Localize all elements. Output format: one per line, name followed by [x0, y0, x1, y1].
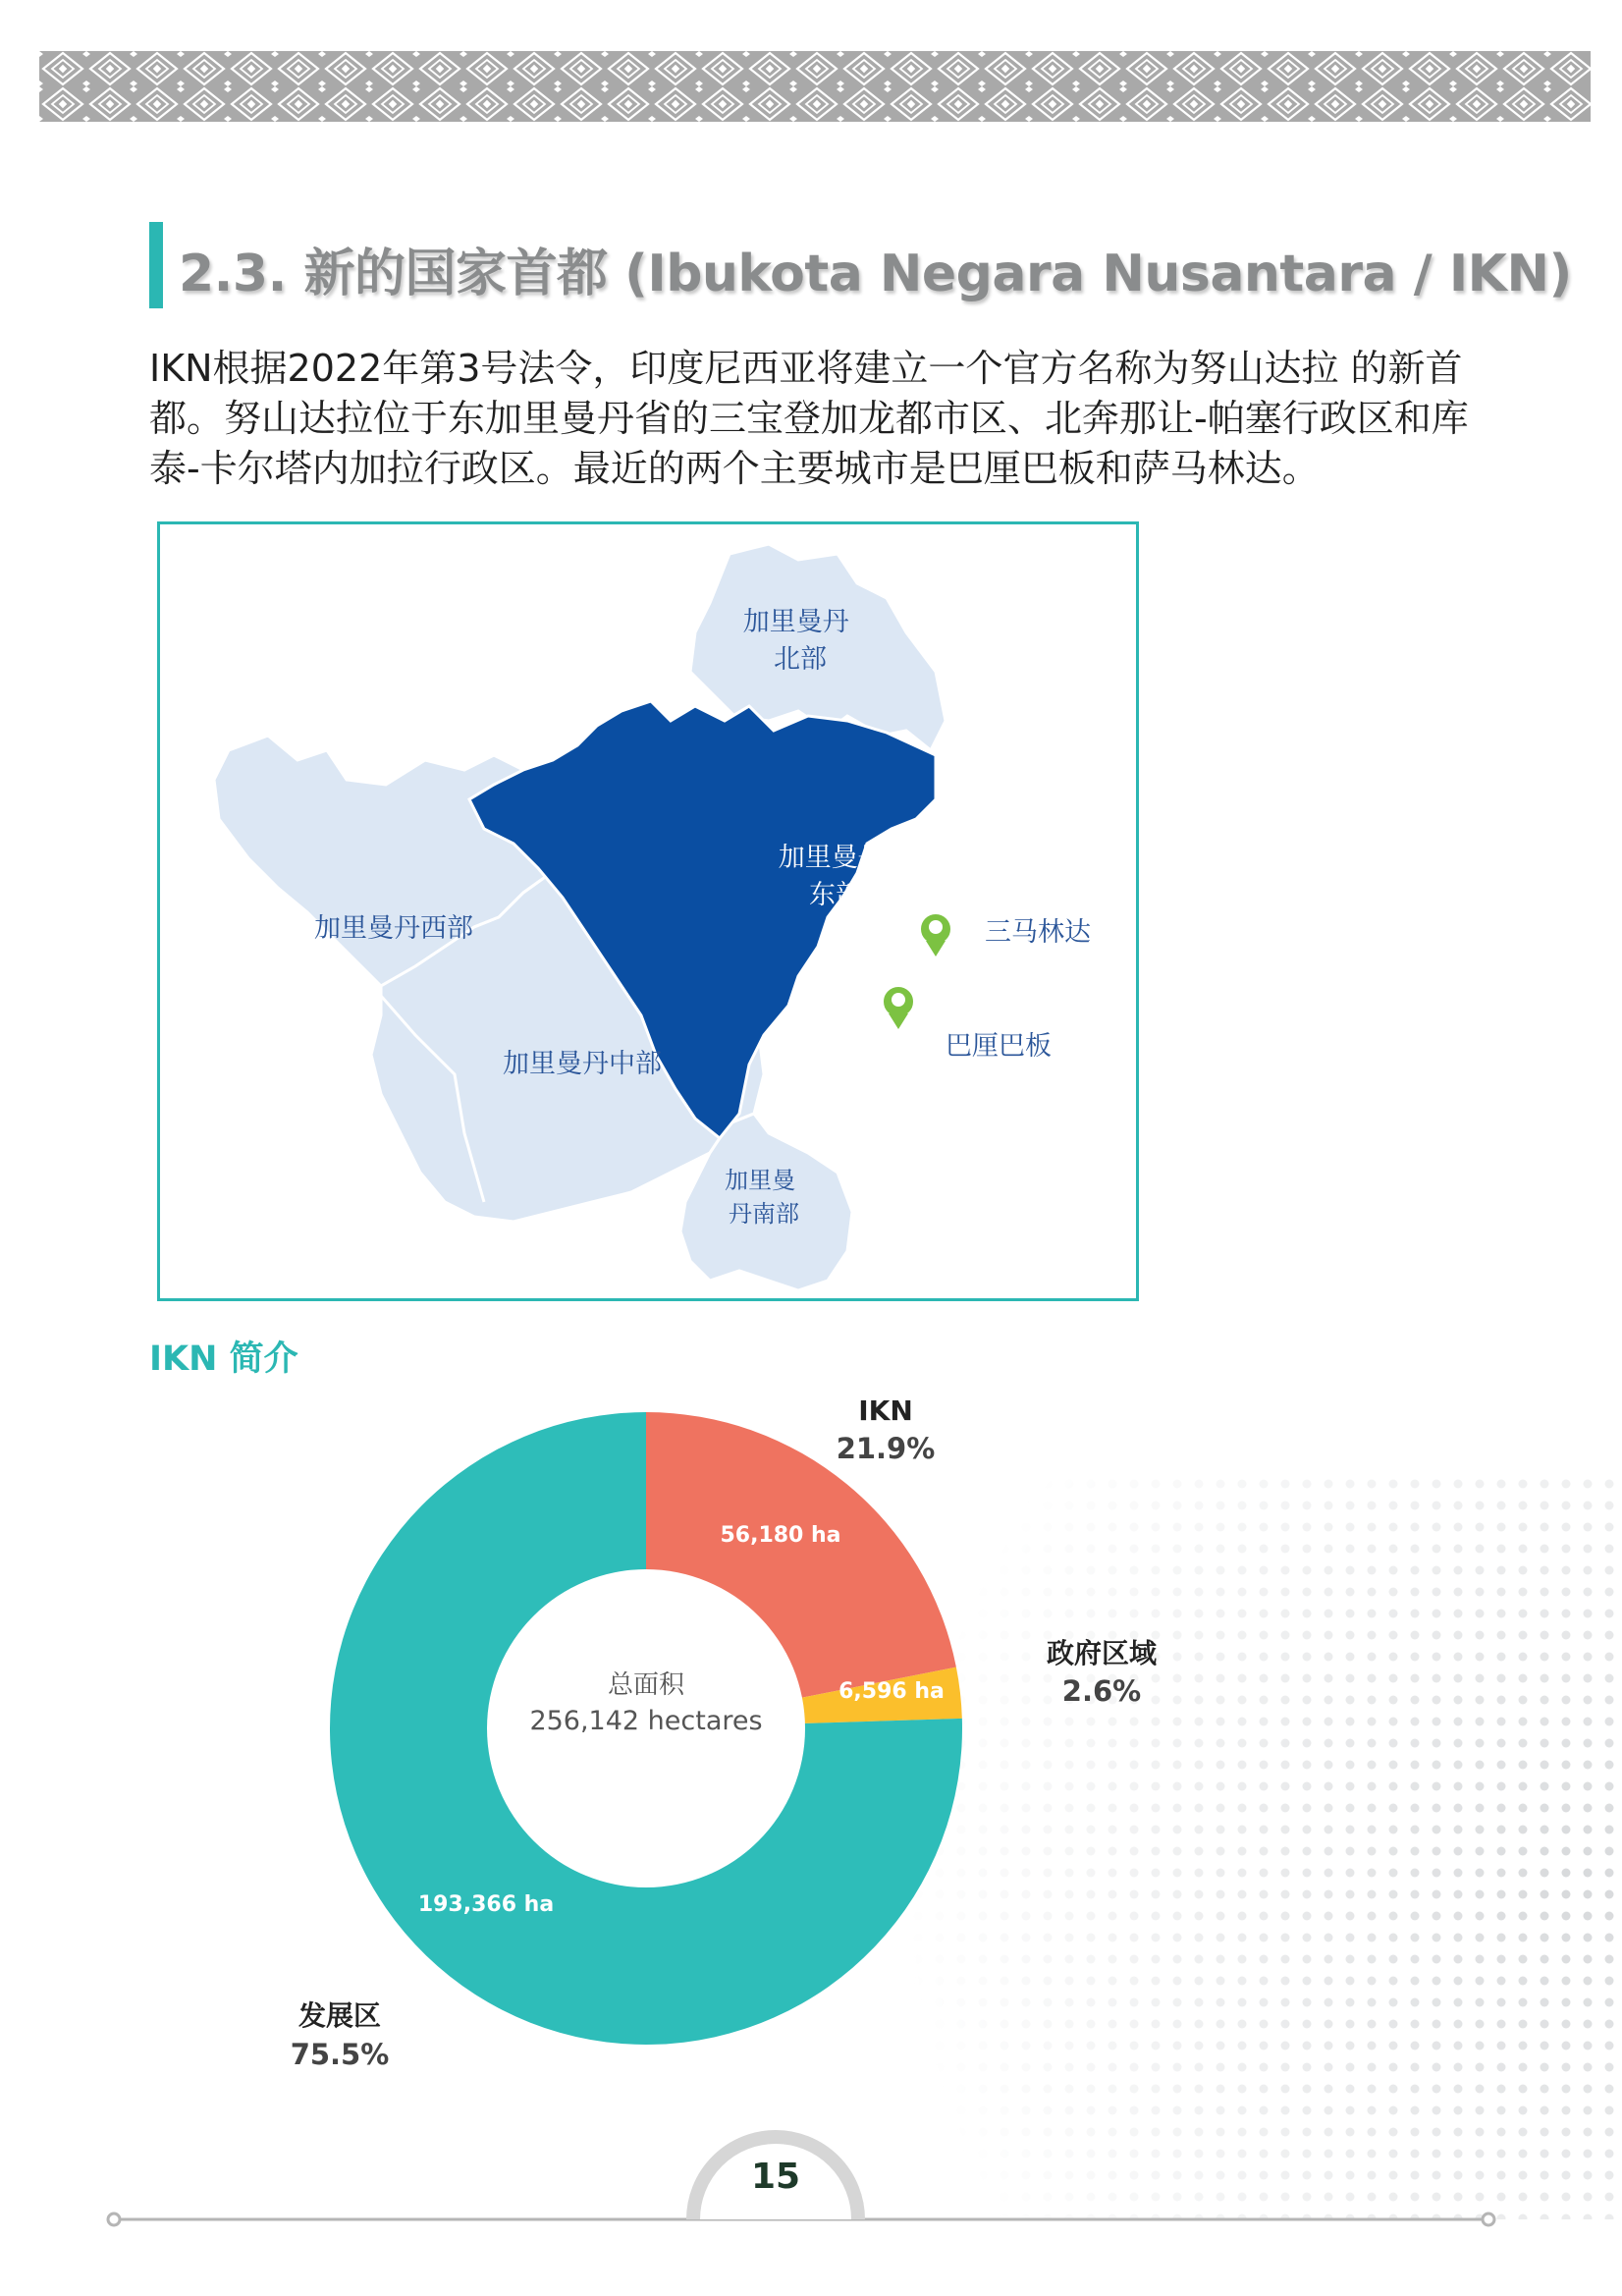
map-label-north-line1: 加里曼丹 — [742, 607, 849, 637]
map-label-south-line2: 丹南部 — [729, 1200, 799, 1228]
section-title: 2.3. 新的国家首都 (Ibukota Negara Nusantara / IKN) — [179, 245, 1572, 303]
legend-name-ikn: IKN — [858, 1394, 913, 1427]
map-city-samarinda: 三马林达 — [985, 917, 1091, 948]
map-label-east-line2: 东部 — [809, 880, 862, 910]
legend-name-government: 政府区域 — [1046, 1637, 1158, 1669]
footer-rule-end-right — [1483, 2214, 1494, 2225]
legend-name-development: 发展区 — [297, 1999, 382, 2032]
slice-area-label-government: 6,596 ha — [838, 1679, 945, 1704]
legend-percent-ikn: 21.9% — [836, 1432, 936, 1465]
chart-title: IKN 简介 — [149, 1339, 298, 1379]
footer-rule-end-left — [108, 2214, 120, 2225]
center-label: 总面积 — [607, 1670, 685, 1700]
map-city-balikpapan: 巴厘巴板 — [946, 1031, 1052, 1062]
center-value: 256,142 hectares — [529, 1706, 763, 1736]
page-number: 15 — [750, 2157, 801, 2197]
page-footer — [0, 2121, 1622, 2296]
slice-area-label-development: 193,366 ha — [417, 1892, 555, 1917]
legend-percent-government: 2.6% — [1061, 1674, 1142, 1708]
slice-area-label-ikn: 56,180 ha — [720, 1523, 841, 1548]
map-label-central: 加里曼丹中部 — [503, 1049, 662, 1079]
intro-paragraph: IKN根据2022年第3号法令，印度尼西亚将建立一个官方名称为努山达拉 的新首都。努山达拉位于东加里曼丹省的三宝登加龙都市区、北奔那让-帕塞行政区和库泰-卡尔塔内加拉行政区。最近的两个主要城市是巴厘巴板和萨马林达。 — [149, 347, 1469, 490]
legend-percent-development: 75.5% — [290, 2038, 390, 2071]
map-label-east-line1: 加里曼丹 — [778, 843, 885, 873]
map-label-north-line2: 北部 — [774, 644, 827, 675]
map-label-west: 加里曼丹西部 — [314, 913, 473, 944]
map-label-south-line1: 加里曼 — [725, 1167, 796, 1194]
